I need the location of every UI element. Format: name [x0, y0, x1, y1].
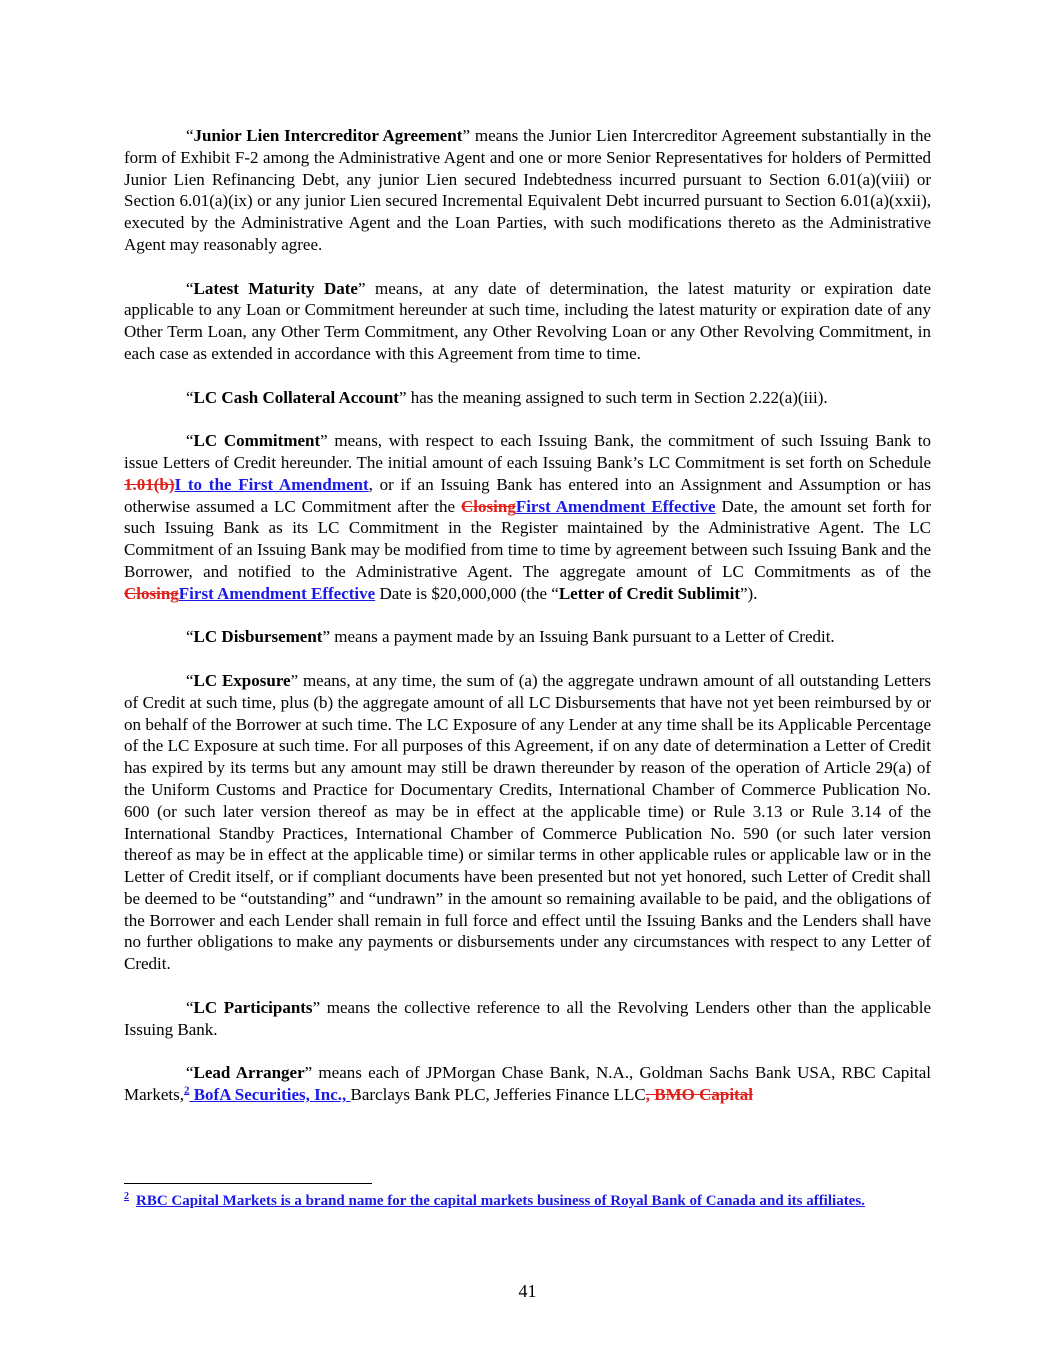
text-run: ” means, at any date of determination, the latest maturity or expiration date applicable to any Loan or Commitment hereunder at such time, including the latest maturity or expiration date of any Other Term Loan, any Other Term Commitment, any Other Revolving Loan or any Other Revolving Commitment, in each case as extended in accordance with this Agreement from time to time.	[124, 278, 931, 363]
definition-paragraph	[124, 430, 931, 604]
defined-term: LC Exposure	[193, 670, 291, 690]
deleted-text: , BMO Capital	[645, 1085, 753, 1105]
text-run: ” means, with respect to each Issuing Bank, the commitment of such Issuing Bank to issue Letters of Credit hereunder. The initial amount of each Issuing Bank’s LC Commitment is set forth on Schedule	[124, 431, 932, 472]
text-run: “	[186, 1063, 194, 1083]
footnote-text: RBC Capital Markets is a brand name for the capital markets business of Royal Bank of Canada and its affiliates.	[136, 1193, 865, 1209]
text-run: Date is $20,000,000 (the “	[375, 583, 559, 603]
defined-term: Lead Arranger	[193, 1063, 305, 1083]
deleted-text: Closing	[124, 583, 179, 603]
defined-term: LC Disbursement	[193, 627, 323, 647]
text-run: “	[186, 670, 194, 690]
text-run: ” means the Junior Lien Intercreditor Agreement substantially in the form of Exhibit F-2 among the Administrative Agent and one or more Senior Representatives for holders of Permitted Junior Lien Refinancing Debt, any junior Lien secured Indebtedness incurred pursuant to Section 6.01(a)(viii) or Section 6.01(a)(ix) or any junior Lien secured Incremental Equivalent Debt incurred pursuant to Section 6.01(a)(xxii), executed by the Administrative Agent and the Loan Parties, with such modifications thereto as the Administrative Agent may reasonably agree.	[124, 126, 931, 254]
text-run: Date, the amount set forth for such Issuing Bank as its LC Commitment in the Register maintained by the Administrative Agent. The LC Commitment of an Issuing Bank may be modified from time to time by agreement between such Issuing Bank and the Borrower, and notified to the Administrative Agent. The aggregate amount of LC Commitments as of the	[124, 496, 931, 581]
text-run: ” means a payment made by an Issuing Bank pursuant to a Letter of Credit.	[322, 627, 835, 647]
defined-term: LC Participants	[193, 997, 313, 1017]
text-run: “	[186, 126, 194, 145]
text-run: ”).	[740, 583, 758, 603]
definition-paragraph	[124, 387, 931, 409]
text-run: ” means the collective reference to all the Revolving Lenders other than the applicable Issuing Bank.	[124, 997, 931, 1039]
defined-term: Latest Maturity Date	[193, 278, 358, 298]
text-run: ” has the meaning assigned to such term in Section 2.22(a)(iii).	[398, 387, 828, 407]
definition-paragraph	[124, 670, 931, 975]
deleted-text: 1.01(b)	[124, 474, 175, 494]
defined-term: LC Commitment	[193, 431, 321, 451]
deleted-text: Closing	[461, 496, 516, 516]
inserted-text: BofA Securities, Inc.,	[189, 1085, 351, 1105]
definition-paragraph	[124, 1062, 931, 1106]
text-run: “	[186, 627, 194, 647]
text-run: “	[186, 997, 194, 1017]
text-run: ” means each of JPMorgan Chase Bank, N.A., Goldman Sachs Bank USA, RBC Capital Markets,	[124, 1063, 931, 1105]
defined-term: Junior Lien Intercreditor Agreement	[193, 126, 463, 145]
definition-paragraph	[124, 997, 931, 1041]
inserted-text: First Amendment Effective	[515, 496, 716, 516]
inserted-text: I to the First Amendment	[174, 474, 369, 494]
footnote: 2 RBC Capital Markets is a brand name for the capital markets business of Royal Bank of Canada and its affiliates.	[124, 1191, 865, 1209]
document-body	[124, 125, 931, 1128]
text-run: , or if an Issuing Bank has entered into an Assignment and Assumption or has otherwise assumed a LC Commitment after the	[124, 474, 931, 516]
defined-term: LC Cash Collateral Account	[193, 387, 399, 407]
inserted-text: First Amendment Effective	[178, 583, 376, 603]
definition-paragraph	[124, 125, 931, 256]
text-run: “	[186, 278, 194, 298]
definition-paragraph	[124, 278, 931, 365]
page-number: 41	[518, 1281, 537, 1301]
footnote-separator	[124, 1183, 372, 1184]
text-run: “	[186, 431, 194, 451]
footnote-reference: 2	[183, 1084, 190, 1097]
text-run: “	[186, 387, 194, 407]
text-run: Barclays Bank PLC, Jefferies Finance LLC	[350, 1085, 646, 1105]
text-run: ” means, at any time, the sum of (a) the aggregate undrawn amount of all outstanding Letters of Credit at such time, plus (b) the aggregate amount of all LC Disbursements that have not yet been reimbursed by or on behalf of the Borrower at such time. The LC Exposure of any Lender at any time shall be its Applicable Percentage of the LC Exposure at such time. For all purposes of this Agreement, if on any date of determination a Letter of Credit has expired by its terms but any amount may still be drawn thereunder by reason of the operation of Article 29(a) of the Uniform Customs and Practice for Documentary Credits, International Chamber of Commerce Publication No. 600 (or such later version thereof as may be in effect at the applicable time) or Rule 3.13 or Rule 3.14 of the International Standby Practices, International Chamber of Commerce Publication No. 590 (or such later version thereof as may be in effect at the applicable time) or similar terms in other applicable rules or applicable law or in the Letter of Credit itself, or if compliant documents have been presented but not yet honored, such Letter of Credit shall be deemed to be “outstanding” and “undrawn” in the amount so remaining available to be paid, and the obligations of the Borrower and each Lender shall remain in full force and effect until the Issuing Banks and the Lenders shall have no further obligations to make any payments or disbursements under any circumstances with respect to any Letter of Credit.	[124, 670, 931, 974]
definition-paragraph	[124, 626, 931, 648]
defined-term: Letter of Credit Sublimit	[558, 583, 740, 603]
